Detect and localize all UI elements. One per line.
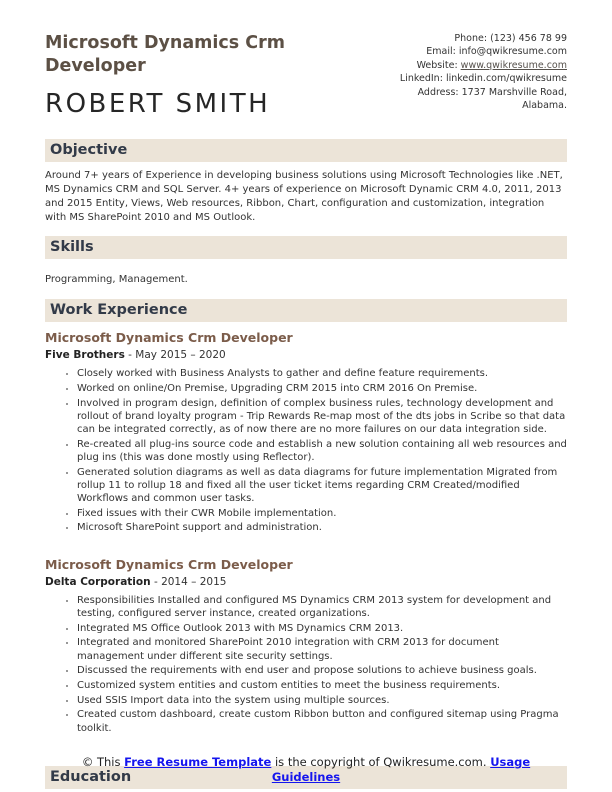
contact-phone bbox=[395, 32, 567, 45]
skills-text: Programming, Management. bbox=[45, 274, 188, 286]
section-heading-education: Education bbox=[45, 766, 567, 789]
contact-address-value: 1737 Marshville Road, Alabama. bbox=[461, 86, 567, 112]
job-title: Microsoft Dynamics Crm Developer bbox=[45, 556, 293, 572]
usage-guidelines-link[interactable]: Usage Guidelines bbox=[271, 754, 531, 785]
section-heading-skills: Skills bbox=[45, 236, 567, 259]
bullet-item: • Integrated MS Office Outlook 2013 with MS Dynamics CRM 2013. bbox=[77, 622, 567, 635]
contact-linkedin bbox=[395, 72, 567, 85]
contact-email-value: info@qwikresume.com bbox=[458, 46, 567, 58]
resume-job-title: Microsoft Dynamics Crm Developer bbox=[45, 33, 285, 77]
contact-address-label: Address: bbox=[417, 86, 462, 98]
job-entry bbox=[45, 557, 567, 735]
bullet-item: • Integrated and monitored SharePoint 2010 integration with CRM 2013 for document management under different site security settings. bbox=[77, 636, 567, 662]
job-title: Microsoft Dynamics Crm Developer bbox=[45, 330, 293, 346]
bullet-item: • Microsoft SharePoint support and administration. bbox=[77, 521, 567, 534]
contact-website bbox=[395, 59, 567, 72]
page-footer bbox=[0, 755, 612, 786]
contact-email-label: Email: bbox=[426, 46, 459, 58]
bullet-item: • Used SSIS Import data into the system using multiple sources. bbox=[77, 694, 567, 707]
contact-address bbox=[395, 86, 567, 113]
job-subheading bbox=[45, 576, 567, 588]
objective-text: Around 7+ years of Experience in developing business solutions using Microsoft Technologies like .NET, MS Dynamics CRM and SQL Server. 4+ years of experience on Microsoft Dynamic CRM 4.0, 2011, 2013 and 2015 Entity, Views, Web resources, Ribbon, Chart, configuration and customization, integration with MS SharePoint 2010 and MS Outlook. bbox=[45, 170, 563, 223]
job-subheading bbox=[45, 349, 567, 361]
bullet-item: • Involved in program design, definition of complex business rules, technology development and rollout of brand loyalty program - Trip Rewards Re-map most of the dts jobs in Scribe so that data can be integrated correctly, as of now there are no more failures on our data integration side. bbox=[77, 397, 567, 437]
contact-linkedin-label: LinkedIn: bbox=[399, 73, 446, 85]
job-company: Delta Corporation bbox=[45, 575, 151, 588]
job-entry bbox=[45, 330, 567, 535]
bullet-item: • Closely worked with Business Analysts to gather and define feature requirements. bbox=[77, 367, 567, 380]
contact-email bbox=[395, 45, 567, 58]
bullet-item: • Responsibilities Installed and configured MS Dynamics CRM 2013 system for development and testing, configured server instance, created organizations. bbox=[77, 594, 567, 620]
header-left bbox=[45, 30, 355, 119]
bullet-item: • Customized system entities and custom entities to meet the business requirements. bbox=[77, 679, 567, 692]
job-bullet-list bbox=[45, 594, 567, 735]
contact-linkedin-value: linkedin.com/qwikresume bbox=[445, 73, 567, 85]
footer-copyright-middle: is the copyright of Qwikresume.com. bbox=[271, 754, 491, 769]
section-heading-objective: Objective bbox=[45, 139, 567, 162]
job-dates: - May 2015 – 2020 bbox=[124, 349, 226, 362]
footer-copyright-prefix: © This bbox=[81, 754, 125, 769]
bullet-item: • Discussed the requirements with end user and propose solutions to achieve business goals. bbox=[77, 664, 567, 677]
header bbox=[45, 30, 567, 119]
website-link[interactable]: www.qwikresume.com bbox=[460, 59, 567, 71]
bullet-item: • Re-created all plug-ins source code and establish a new solution containing all web resources and plug ins (this was done mostly using Reflector). bbox=[77, 438, 567, 464]
section-heading-work-experience: Work Experience bbox=[45, 299, 567, 322]
contact-block bbox=[395, 30, 567, 119]
contact-phone-label: Phone: bbox=[454, 33, 491, 44]
bullet-item: • Fixed issues with their CWR Mobile implementation. bbox=[77, 507, 567, 520]
bullet-item: • Worked on online/On Premise, Upgrading CRM 2015 into CRM 2016 On Premise. bbox=[77, 382, 567, 395]
contact-phone-value: (123) 456 78 99 bbox=[490, 33, 567, 44]
contact-website-label: Website: bbox=[416, 59, 461, 71]
person-name: ROBERT SMITH bbox=[45, 89, 271, 120]
free-resume-template-link[interactable]: Free Resume Template bbox=[124, 754, 272, 769]
job-dates: - 2014 – 2015 bbox=[150, 575, 227, 588]
bullet-item: • Generated solution diagrams as well as data diagrams for future implementation Migrated from rollup 11 to rollup 18 and fixed all the user ticket items regarding CRM Created/modified Workflows and common user tasks. bbox=[77, 466, 567, 506]
job-bullet-list bbox=[45, 367, 567, 534]
job-company: Five Brothers bbox=[45, 349, 125, 362]
bullet-item: • Created custom dashboard, create custom Ribbon button and configured sitemap using Pragma toolkit. bbox=[77, 708, 567, 734]
